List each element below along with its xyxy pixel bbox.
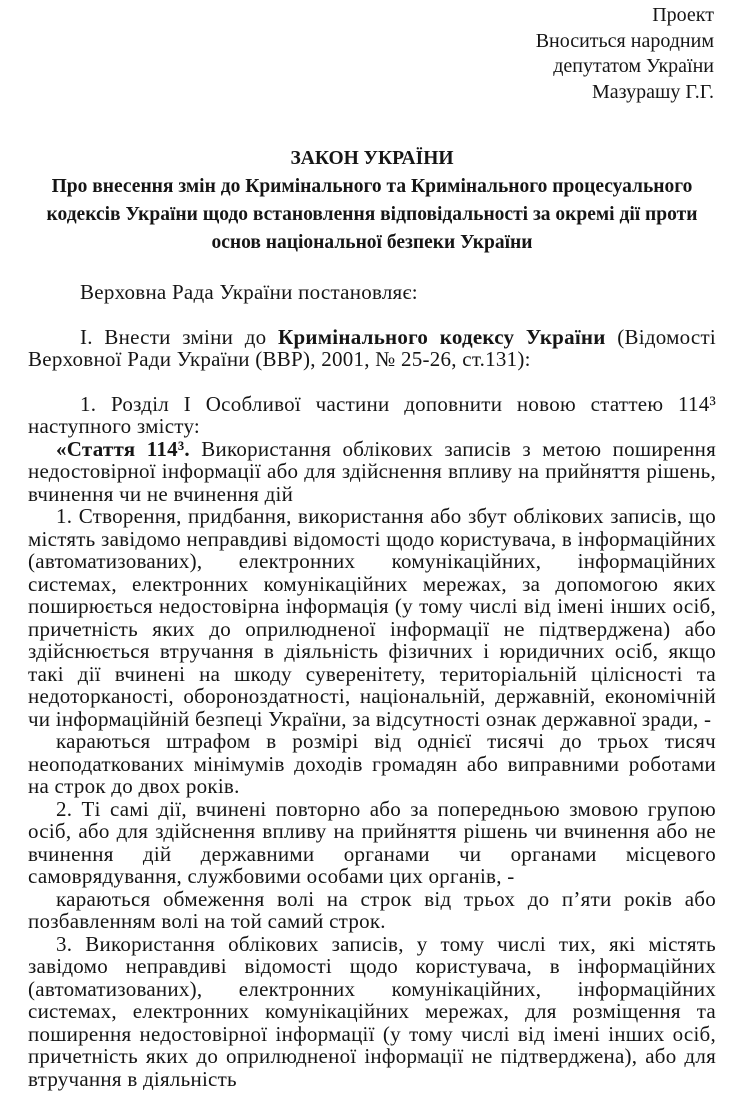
article-part-1: 1. Створення, придбання, використання або збут облікових записів, що містять завідомо неправдиві відомості щодо користувача, в інформаційних (автоматизованих), електронних комунікаційних, інформаційних системах, електронних комунікаційних мережах, за допомогою яких поширюється недостовірна інформація (у тому числі від імені інших осіб, причетність яких до оприлюдненої інформації не підтверджена) або здійснюється втручання в діяльність фізичних і юридичних осіб, якщо такі дії вчинені на шкоду суверенітету, територіальній цілісності та недоторканості, обороноздатності, національній, державній, економічній чи інформаційній безпеці України, за відсутності ознак державної зради, - bbox=[28, 504, 716, 731]
article-sanction-1: караються штрафом в розмірі від однієї тисячі до трьох тисяч неоподаткованих мінімумів доходів громадян або виправними роботами на строк до двох років. bbox=[28, 729, 716, 798]
submission-header bbox=[28, 3, 716, 105]
author-name: Мазурашу Г.Г. bbox=[591, 80, 714, 103]
intro-text-start: І. Внести зміни до bbox=[80, 324, 278, 349]
article-heading-paragraph bbox=[28, 438, 716, 506]
item1-paragraph: 1. Розділ І Особливої частини доповнити новою статтею 114³ наступного змісту: bbox=[28, 391, 716, 438]
article-number-label: «Стаття 114³. bbox=[56, 436, 190, 461]
law-heading: ЗАКОН УКРАЇНИ bbox=[290, 148, 454, 169]
article-sanction-2: караються обмеження волі на строк від трьох до п’яти років або позбавленням волі на той самий строк. bbox=[28, 886, 716, 933]
intro-text-end: (Відомості Верховної Ради України (ВВР), 2001, № 25-26, ст.131): bbox=[28, 324, 716, 371]
resolution-line: Верховна Рада України постановляє: bbox=[80, 280, 418, 304]
article-part-2: 2. Ті самі дії, вчинені повторно або за попередньою змовою групою осіб, або для здійснення впливу на прийняття рішень чи вчинення або не вчинення дій державними органами чи органами місцевого самоврядування, службовими особами цих органів, - bbox=[28, 796, 716, 888]
article-part-3: 3. Використання облікових записів, у тому числі тих, які містять завідомо неправдиві відомості щодо користувача, в інформаційних (автоматизованих), електронних комунікаційних, інформаційних системах, електронних комунікаційних мережах, для розміщення та поширення недостовірної інформації (у тому числі від імені інших осіб, причетність яких до оприлюдненої інформації не підтверджена), або для втручання в діяльність bbox=[28, 931, 716, 1091]
law-title-block bbox=[28, 145, 716, 257]
criminal-code-name: Кримінального кодексу України bbox=[277, 324, 606, 349]
article-title-text: Використання облікових записів з метою поширення недостовірної інформації або для здійснення впливу на прийняття рішень, вчинення чи не вчинення дій bbox=[28, 436, 716, 506]
law-subtitle: Про внесення змін до Кримінального та Кримінального процесуального кодексів України щодо встановлення відповідальності за окремі дії проти основ національної безпеки України bbox=[46, 176, 698, 253]
deputy-line: депутатом України bbox=[553, 55, 714, 77]
draft-label: Проект bbox=[652, 4, 714, 26]
intro-paragraph bbox=[28, 326, 716, 371]
submitted-by-line: Вноситься народним bbox=[535, 29, 714, 52]
